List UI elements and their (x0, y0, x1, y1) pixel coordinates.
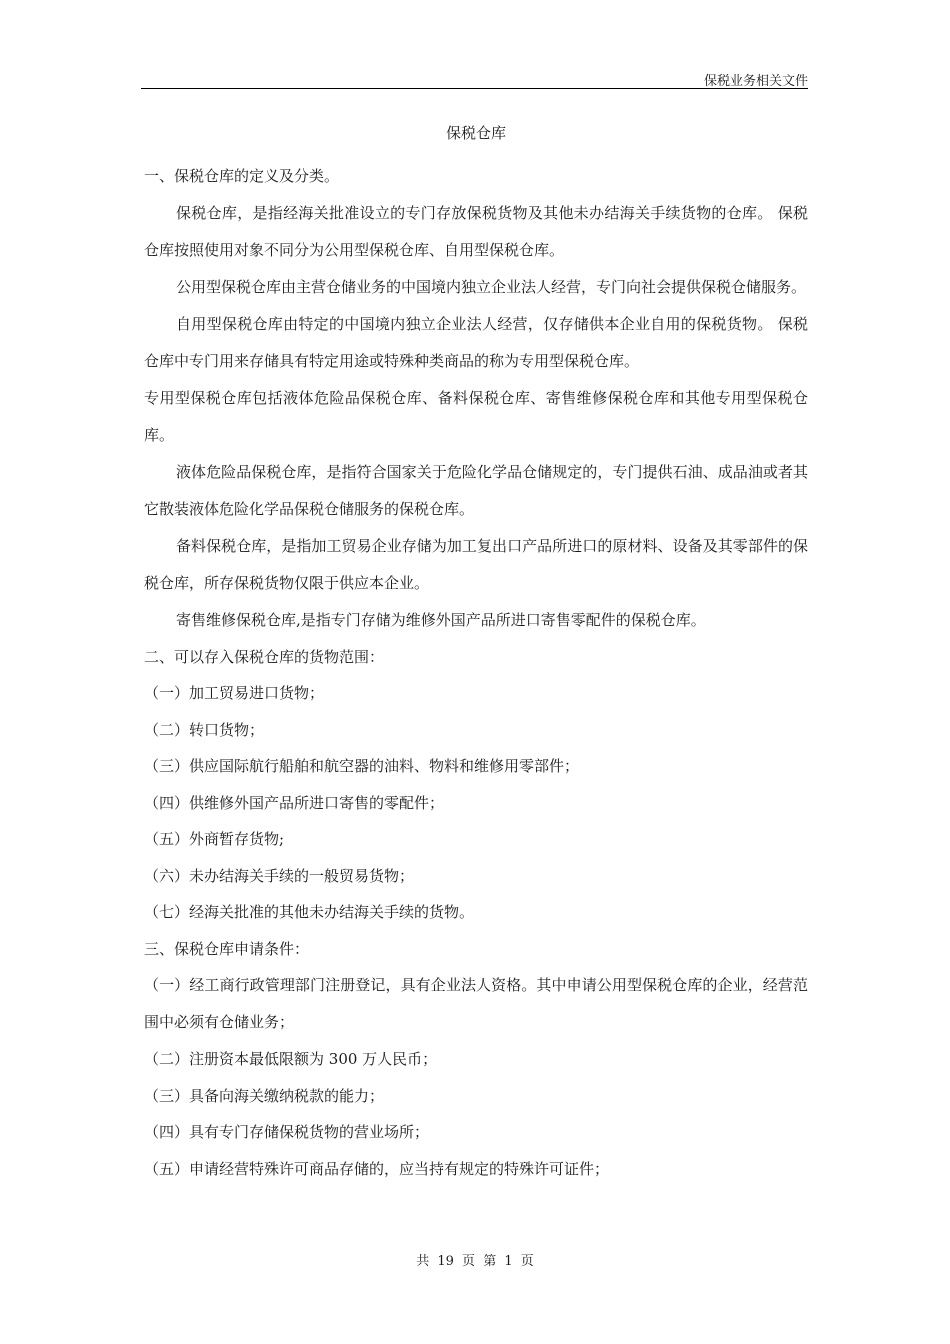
paragraph-material-warehouse: 备料保税仓库，是指加工贸易企业存储为加工复出口产品所进口的原材料、设备及其零部件的保税仓库，所存保税货物仅限于供应本企业。 (144, 536, 808, 592)
list-item: （五）申请经营特殊许可商品存储的，应当持有规定的特殊许可证件； (144, 1159, 610, 1178)
list-item: （六）未办结海关手续的一般贸易货物； (144, 866, 415, 885)
list-item: （一）经工商行政管理部门注册登记，具有企业法人资格。其中申请公用型保税仓库的企业，经营范围中必须有仓储业务； (144, 976, 808, 1031)
paragraph-definition: 保税仓库，是指经海关批准设立的专门存放保税货物及其他未办结海关手续货物的仓库。 保税仓库按照使用对象不同分为公用型保税仓库、自用型保税仓库。 (144, 203, 808, 259)
list-item: （四）具有专门存储保税货物的营业场所； (144, 1123, 430, 1141)
section-2-heading: 二、可以存入保税仓库的货物范围： (144, 647, 385, 666)
list-item: （二）转口货物； (144, 720, 265, 739)
page-header (141, 70, 808, 89)
paragraph-private-warehouse: 自用型保税仓库由特定的中国境内独立企业法人经营，仅存储供本企业自用的保税货物。 保税仓库中专门用来存储具有特定用途或特殊种类商品的称为专用型保税仓库。 (144, 314, 808, 370)
section-3-heading: 三、保税仓库申请条件： (144, 939, 310, 958)
document-title: 保税仓库 (445, 124, 506, 142)
list-item: （二）注册资本最低限额为 300 万人民币； (144, 1050, 438, 1068)
document-body (144, 120, 808, 1187)
list-item: （四）供维修外国产品所进口寄售的零配件； (144, 793, 445, 812)
list-item: （五）外商暂存货物; (144, 830, 285, 848)
list-item: （三）具备向海关缴纳税款的能力； (144, 1086, 385, 1105)
list-item: （三）供应国际航行船舶和航空器的油料、物料和维修用零部件； (144, 757, 580, 775)
list-item: （七）经海关批准的其他未办结海关手续的货物。 (144, 903, 475, 921)
paragraph-consignment-warehouse: 寄售维修保税仓库,是指专门存储为维修外国产品所进口寄售零配件的保税仓库。 (176, 610, 706, 629)
header-text: 保税业务相关文件 (703, 74, 808, 89)
paragraph-liquid-hazard-warehouse: 液体危险品保税仓库，是指符合国家关于危险化学品仓储规定的，专门提供石油、成品油或者其它散装液体危险化学品保税仓储服务的保税仓库。 (144, 462, 808, 518)
page-footer: 共 19 页 第 1 页 (416, 1254, 534, 1269)
section-1-heading: 一、保税仓库的定义及分类。 (144, 167, 340, 185)
paragraph-public-warehouse: 公用型保税仓库由主营仓储业务的中国境内独立企业法人经营，专门向社会提供保税仓储服务。 (176, 277, 807, 296)
list-item: （一）加工贸易进口货物； (144, 684, 325, 702)
paragraph-special-warehouse: 专用型保税仓库包括液体危险品保税仓库、备料保税仓库、寄售维修保税仓库和其他专用型保税仓库。 (144, 388, 808, 444)
